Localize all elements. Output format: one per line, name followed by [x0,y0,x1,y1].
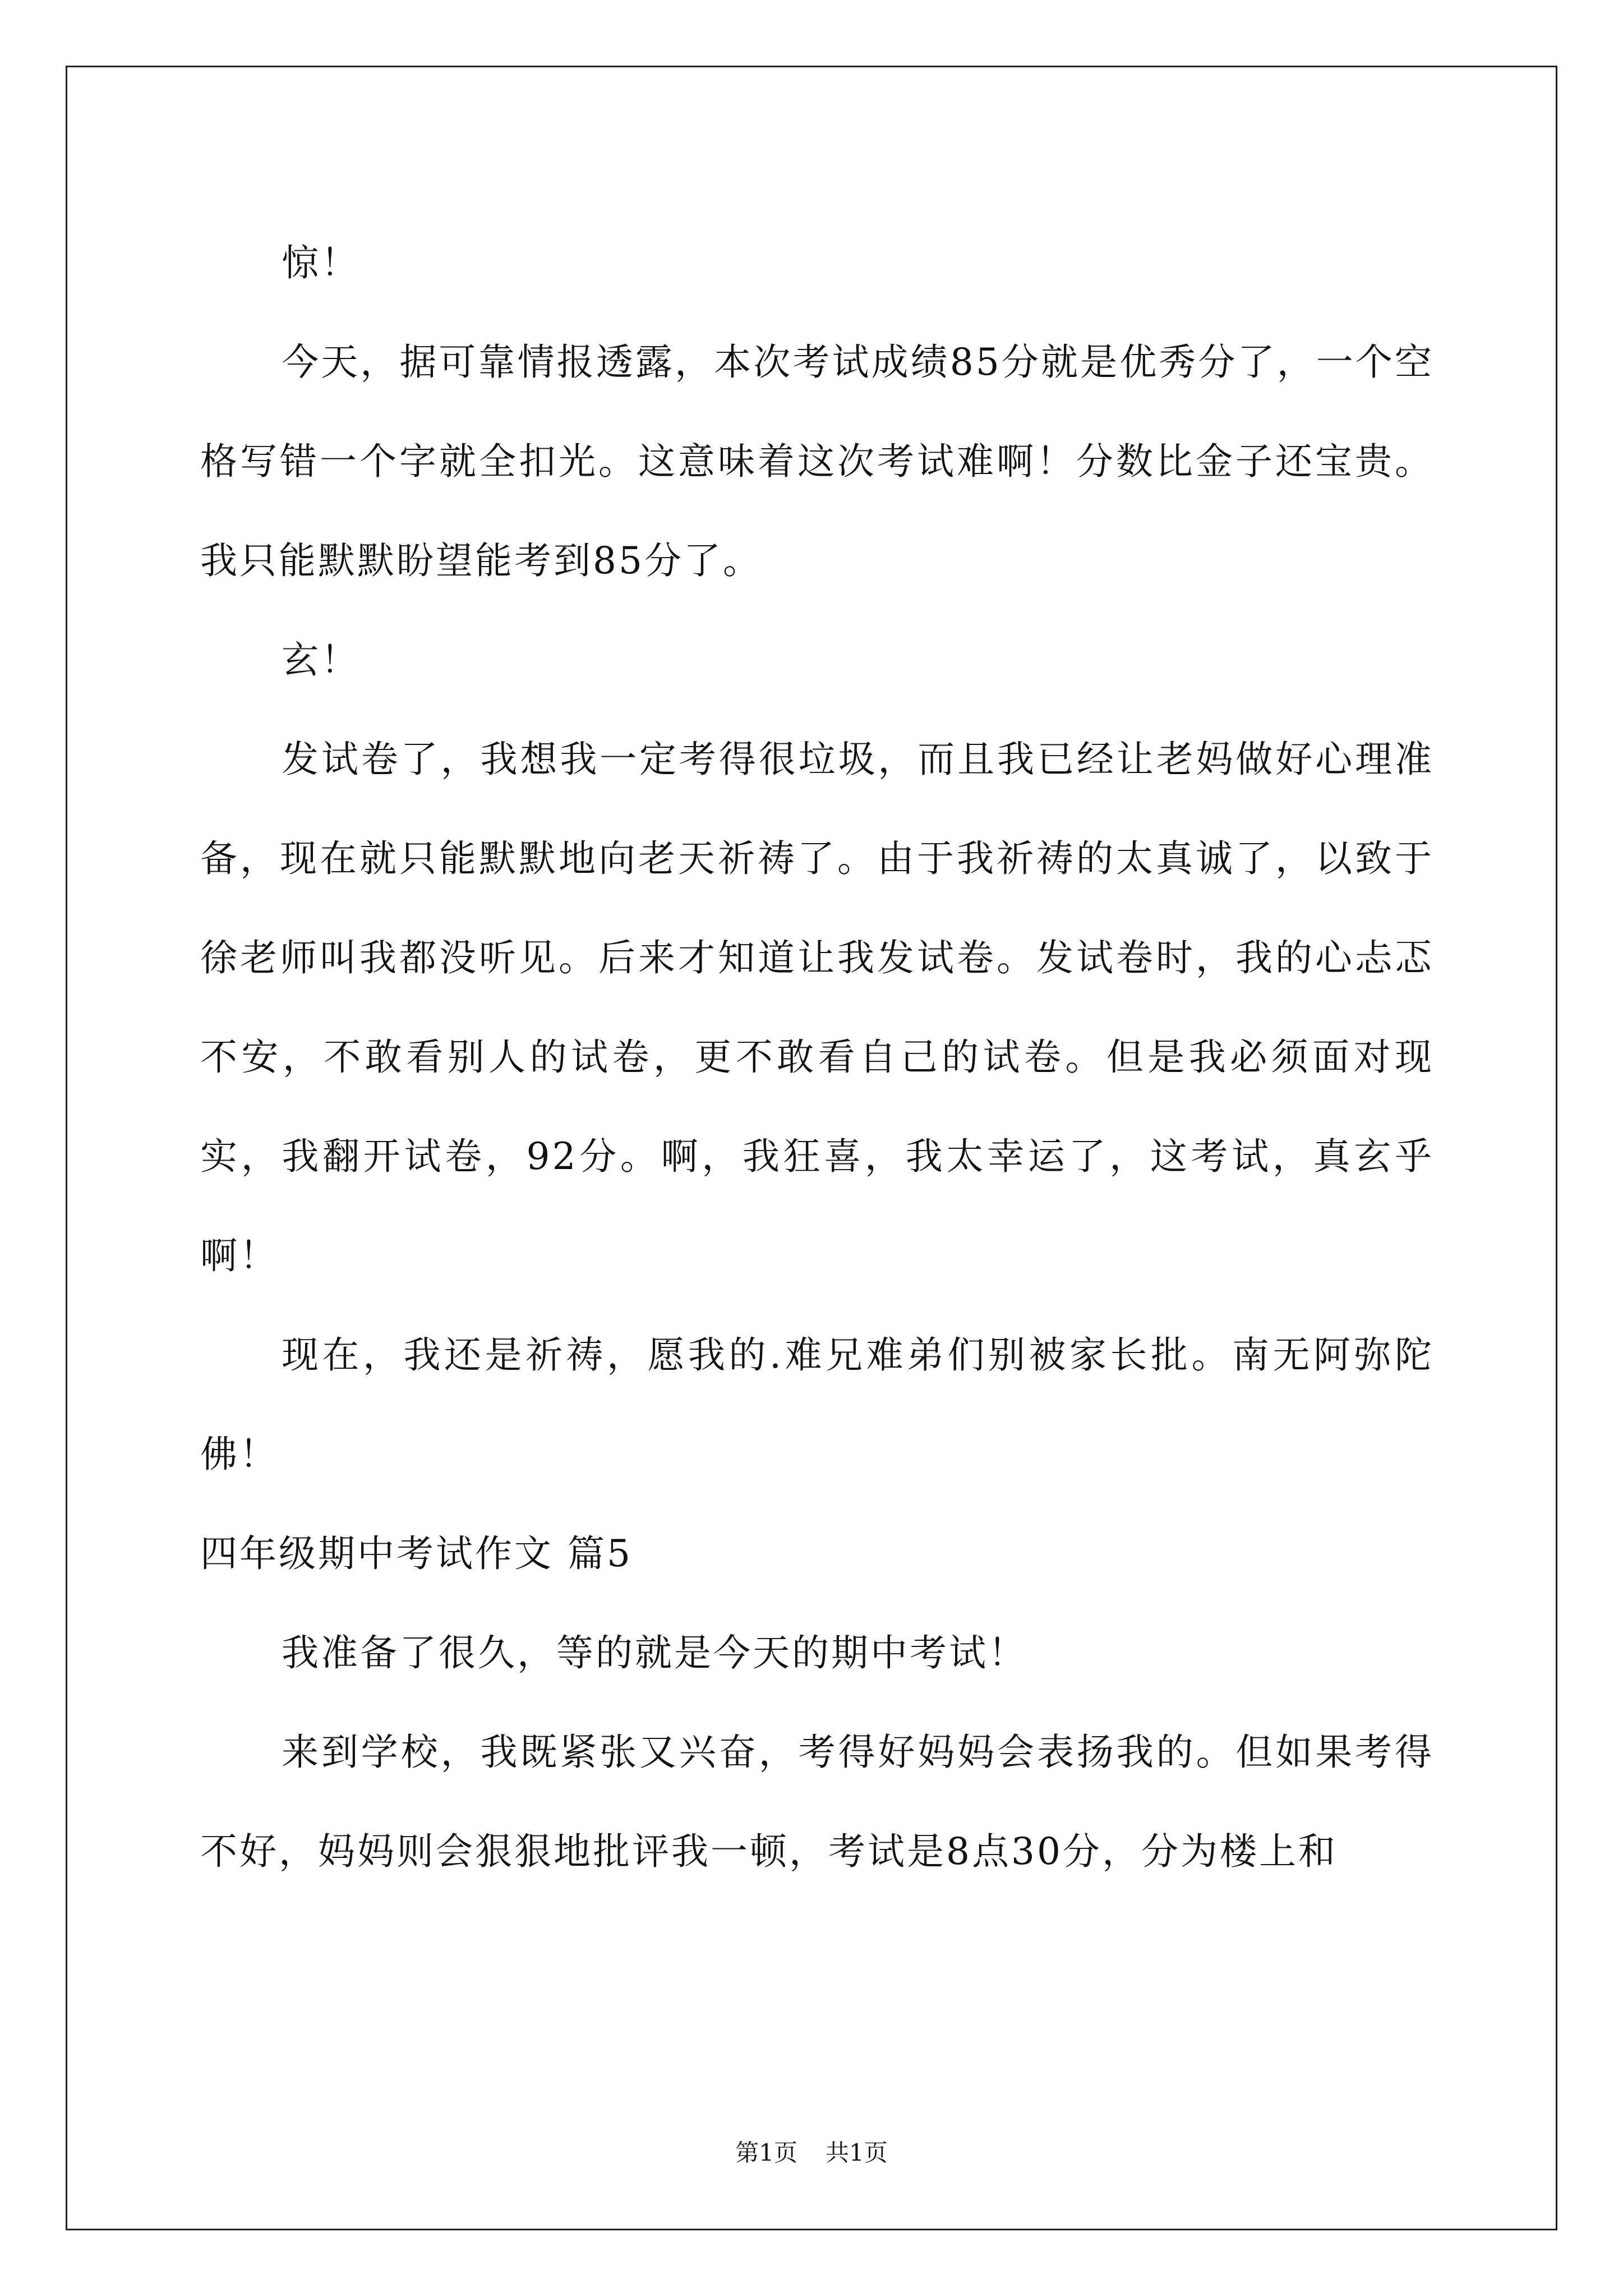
paragraph-arrival: 来到学校，我既紧张又兴奋，考得好妈妈会表扬我的。但如果考得不好，妈妈则会狠狠地批评我一顿，考试是8点30分，分为楼上和 [200,1731,1434,1873]
paragraph-exam-result: 发试卷了，我想我一定考得很垃圾，而且我已经让老妈做好心理准备，现在就只能默默地向老天祈祷了。由于我祈祷的太真诚了，以致于徐老师叫我都没听见。后来才知道让我发试卷。发试卷时，我的心忐忑不安，不敢看别人的试卷，更不敢看自己的试卷。但是我必须面对现实，我翻开试卷，92分。啊，我狂喜，我太幸运了，这考试，真玄乎啊！ [200,738,1434,1277]
document-body [200,213,1434,1901]
paragraph-jing: 惊！ [282,241,360,284]
paragraph-score-rumor: 今天，据可靠情报透露，本次考试成绩85分就是优秀分了，一个空格写错一个字就全扣光。这意味着这次考试难啊！分数比金子还宝贵。我只能默默盼望能考到85分了。 [200,341,1434,582]
page-footer [0,2134,1623,2168]
page-number: 第1页 [735,2139,797,2166]
paragraph-xuan: 玄！ [282,638,360,682]
section-heading: 四年级期中考试作文 篇5 [200,1532,633,1575]
paragraph-preparation: 我准备了很久，等的就是今天的期中考试！ [282,1631,1027,1674]
paragraph-prayer: 现在，我还是祈祷，愿我的.难兄难弟们别被家长批。南无阿弥陀佛！ [200,1333,1434,1476]
page-total: 共1页 [826,2139,888,2166]
